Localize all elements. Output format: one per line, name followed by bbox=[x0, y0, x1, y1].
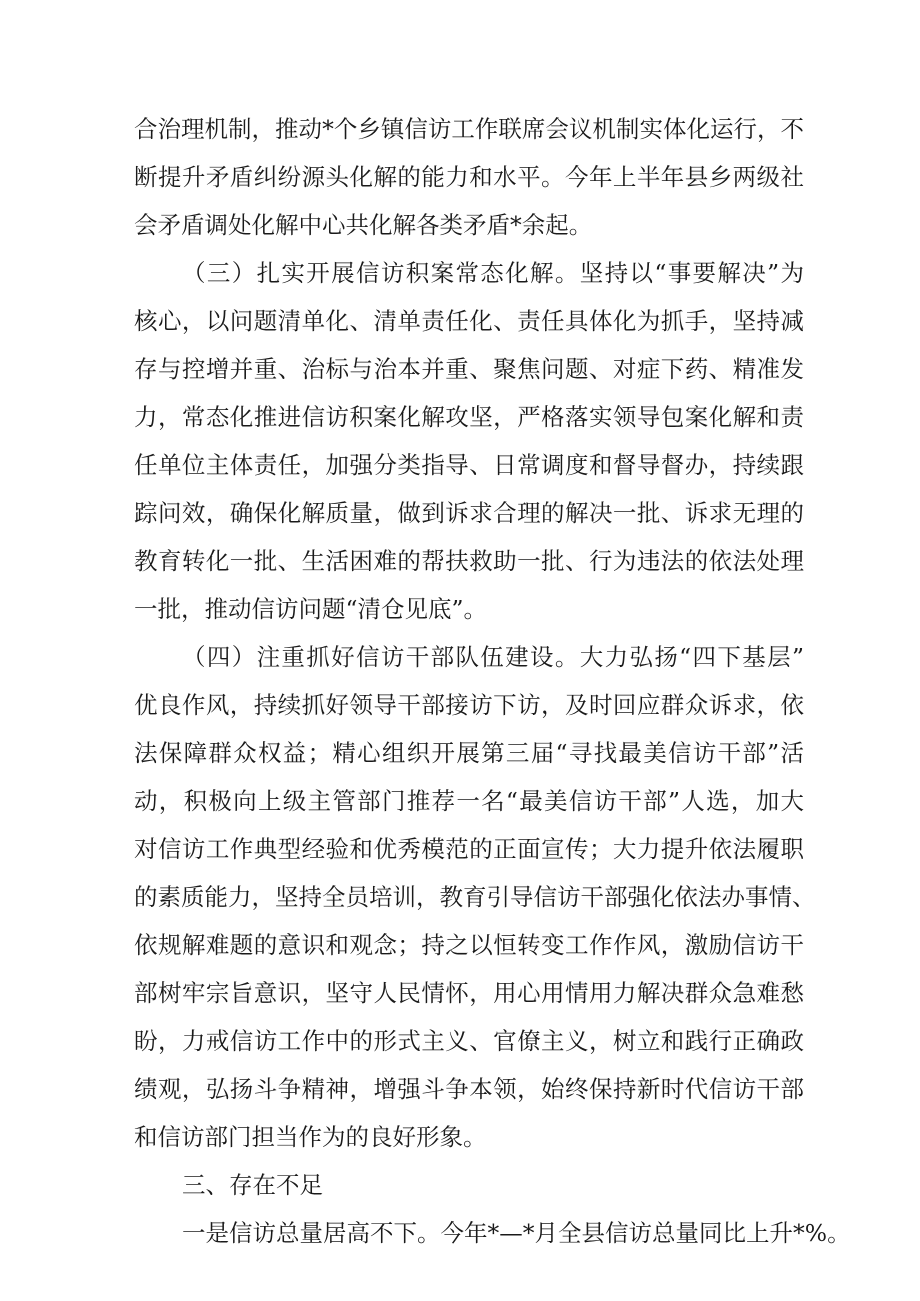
section-three-heading-line: （三）扎实开展信访积案常态化解。坚持以“事要解决”为 bbox=[182, 259, 804, 287]
text-line: 依规解难题的意识和观念；持之以恒转变工作作风，激励信访干 bbox=[134, 931, 804, 959]
text-line: 力，常态化推进信访积案化解攻坚，严格落实领导包案化解和责 bbox=[134, 403, 804, 431]
text-line: 踪问效，确保化解质量，做到诉求合理的解决一批、诉求无理的 bbox=[134, 499, 804, 527]
text-line: 对信访工作典型经验和优秀模范的正面宣传；大力提升依法履职 bbox=[134, 835, 804, 863]
text-line: 的素质能力，坚持全员培训，教育引导信访干部强化依法办事情、 bbox=[134, 883, 816, 911]
text-line: 盼，力戒信访工作中的形式主义、官僚主义，树立和践行正确政 bbox=[134, 1027, 804, 1055]
text-line: 任单位主体责任，加强分类指导、日常调度和督导督办，持续跟 bbox=[134, 451, 804, 479]
text-line: 法保障群众权益；精心组织开展第三届“寻找最美信访干部”活 bbox=[134, 739, 804, 767]
section-four-heading-line: （四）注重抓好信访干部队伍建设。大力弘扬“四下基层” bbox=[182, 643, 804, 671]
text-line: 会矛盾调处化解中心共化解各类矛盾*余起。 bbox=[134, 211, 593, 239]
text-line: 一批，推动信访问题“清仓见底”。 bbox=[134, 595, 488, 623]
text-line: 合治理机制，推动*个乡镇信访工作联席会议机制实体化运行，不 bbox=[134, 115, 804, 143]
text-line: 部树牢宗旨意识，坚守人民情怀，用心用情用力解决群众急难愁 bbox=[134, 979, 804, 1007]
text-line: 教育转化一批、生活困难的帮扶救助一批、行为违法的依法处理 bbox=[134, 547, 804, 575]
text-line: 优良作风，持续抓好领导干部接访下访，及时回应群众诉求，依 bbox=[134, 691, 804, 719]
section-heading-shortcomings: 三、存在不足 bbox=[182, 1171, 323, 1199]
text-line: 一是信访总量居高不下。今年*—*月全县信访总量同比上升*%。 bbox=[182, 1219, 851, 1247]
text-line: 存与控增并重、治标与治本并重、聚焦问题、对症下药、精准发 bbox=[134, 355, 804, 383]
text-line: 和信访部门担当作为的良好形象。 bbox=[134, 1123, 487, 1151]
text-line: 绩观，弘扬斗争精神，增强斗争本领，始终保持新时代信访干部 bbox=[134, 1075, 804, 1103]
text-line: 动，积极向上级主管部门推荐一名“最美信访干部”人选，加大 bbox=[134, 787, 804, 815]
text-line: 断提升矛盾纠纷源头化解的能力和水平。今年上半年县乡两级社 bbox=[134, 163, 804, 191]
text-line: 核心，以问题清单化、清单责任化、责任具体化为抓手，坚持减 bbox=[134, 307, 804, 335]
